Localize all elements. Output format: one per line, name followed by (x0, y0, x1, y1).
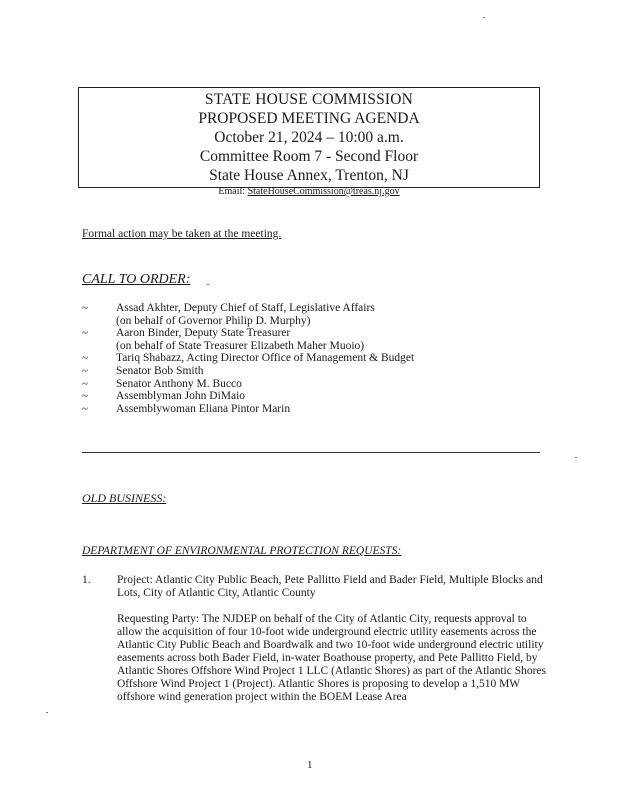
list-item (82, 302, 542, 327)
scan-speck (483, 17, 485, 18)
agenda-title: PROPOSED MEETING AGENDA (198, 110, 420, 127)
member-name: Senator Anthony M. Bucco (116, 377, 242, 390)
tilde-bullet-icon: ~ (82, 402, 88, 415)
requesting-party: Requesting Party: The NJDEP on behalf of the City of Atlantic City, requests approval to allow the acquisition of four 10-foot wide underground electric utility easements across the Atlantic City Public Beach and Boardwalk and two 10-foot wide underground electric utility easements across both Bader Field, in-water Boathouse property, and Pete Pallitto Field, by Atlantic Shores Offshore Wind Project 1 LLC (Atlantic Shores) as part of the Atlantic Shores Offshore Wind Project 1 (Project). Atlantic Shores is proposing to develop a 1,510 MW offshore wind generation project within the BOEM Lease Area (117, 613, 546, 703)
dep-requests-heading: DEPARTMENT OF ENVIRONMENTAL PROTECTION REQUESTS: (82, 545, 402, 557)
member-name: Assad Akhter, Deputy Chief of Staff, Legislative Affairs (116, 302, 375, 314)
section-divider (82, 452, 540, 453)
old-business-heading: OLD BUSINESS: (82, 491, 167, 505)
tilde-bullet-icon: ~ (82, 377, 88, 390)
meeting-room: Committee Room 7 - Second Floor (199, 148, 419, 165)
commission-title: STATE HOUSE COMMISSION (204, 91, 414, 108)
member-note: (on behalf of State Treasurer Elizabeth Maher Muoio) (116, 339, 365, 352)
tilde-bullet-icon: ~ (82, 390, 88, 403)
header-box (78, 87, 540, 197)
scan-speck (575, 457, 577, 458)
member-name: Assemblyman John DiMaio (116, 390, 246, 403)
tilde-bullet-icon: ~ (82, 327, 88, 340)
list-item (82, 378, 542, 391)
meeting-location: State House Annex, Trenton, NJ (209, 167, 409, 184)
agenda-item (82, 574, 552, 704)
tilde-bullet-icon: ~ (82, 364, 88, 377)
member-note: (on behalf of Governor Philip D. Murphy) (116, 314, 311, 327)
project-description: Project: Atlantic City Public Beach, Pete Pallitto Field and Bader Field, Multiple Blocks and Lots, City of Atlantic City, Atlantic County (117, 574, 543, 599)
list-item (82, 403, 542, 416)
scan-speck (207, 284, 209, 285)
page-number: 1 (307, 759, 313, 771)
list-item (82, 390, 542, 403)
item-number: 1. (82, 574, 91, 586)
call-to-order-heading: CALL TO ORDER: (82, 272, 191, 287)
tilde-bullet-icon: ~ (82, 352, 88, 365)
member-name: Aaron Binder, Deputy State Treasurer (116, 327, 291, 340)
member-list (82, 302, 542, 415)
scan-speck (46, 712, 48, 713)
tilde-bullet-icon: ~ (82, 302, 88, 314)
list-item (82, 327, 542, 352)
formal-action-notice: Formal action may be taken at the meeting. (82, 228, 282, 240)
email-label: Email: (218, 186, 246, 197)
member-name: Senator Bob Smith (116, 364, 204, 377)
email-link[interactable]: StateHouseCommission@treas.nj.gov (247, 186, 400, 197)
member-name: Assemblywoman Eliana Pintor Marin (116, 402, 291, 415)
list-item (82, 365, 542, 378)
email-line (79, 185, 539, 198)
meeting-datetime: October 21, 2024 – 10:00 a.m. (214, 129, 404, 146)
member-name: Tariq Shabazz, Acting Director Office of Management & Budget (116, 352, 415, 365)
list-item (82, 352, 542, 365)
